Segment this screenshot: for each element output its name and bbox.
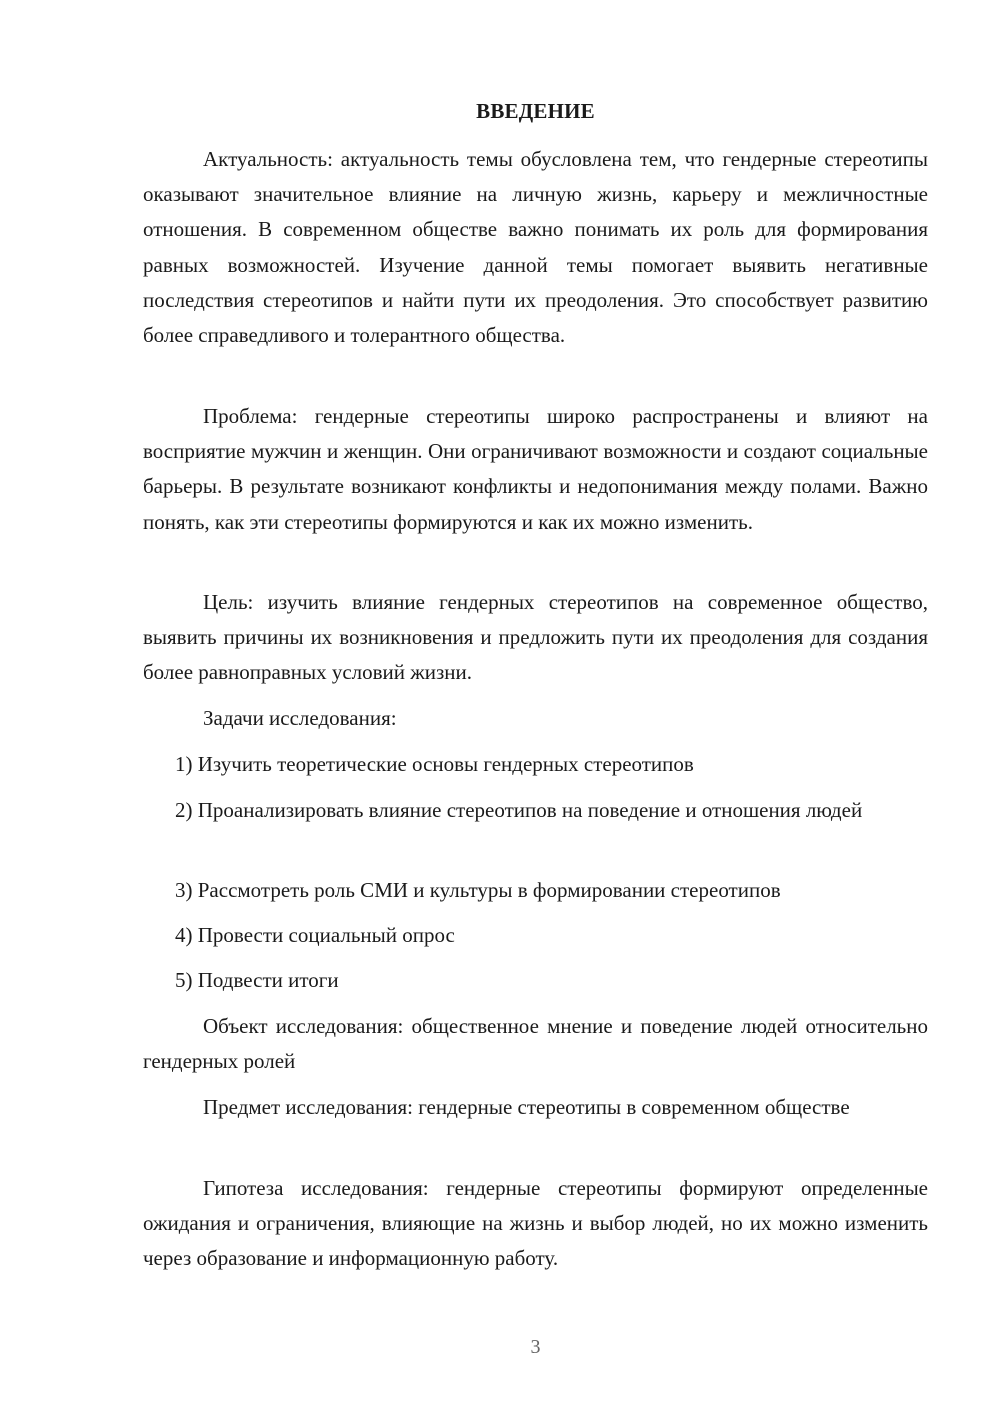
paragraph-subject: Предмет исследования: гендерные стереотипы в современном обществе (203, 1095, 850, 1119)
paragraph-hypothesis: Гипотеза исследования: гендерные стереотипы формируют определенные ожидания и ограничения, влияющие на жизнь и выбор людей, но их можно изменить через образование и информационную работу. (143, 1176, 928, 1271)
task-item-2: 2) Проанализировать влияние стереотипов на поведение и отношения людей (175, 798, 863, 822)
paragraph-relevance: Актуальность: актуальность темы обусловлена тем, что гендерные стереотипы оказывают значительное влияние на личную жизнь, карьеру и межличностные отношения. В современном обществе важно понимать их роль для формирования равных возможностей. Изучение данной темы помогает выявить негативные последствия стереотипов и найти пути их преодоления. Это способствует развитию более справедливого и толерантного общества. (143, 147, 928, 348)
task-item-1: 1) Изучить теоретические основы гендерных стереотипов (175, 752, 694, 776)
document-page (143, 0, 928, 1414)
page-number: 3 (530, 1336, 541, 1358)
paragraph-tasks-heading: Задачи исследования: (203, 706, 397, 730)
task-item-5: 5) Подвести итоги (175, 968, 339, 992)
paragraph-object: Объект исследования: общественное мнение и поведение людей относительно гендерных ролей (143, 1014, 928, 1074)
task-item-3: 3) Рассмотреть роль СМИ и культуры в формировании стереотипов (175, 878, 781, 902)
task-item-4: 4) Провести социальный опрос (175, 923, 455, 947)
page-title: ВВЕДЕНИЕ (476, 99, 595, 123)
paragraph-problem: Проблема: гендерные стереотипы широко распространены и влияют на восприятие мужчин и женщин. Они ограничивают возможности и создают социальные барьеры. В результате возникают конфликты и недопонимания между полами. Важно понять, как эти стереотипы формируются и как их можно изменить. (143, 404, 928, 534)
paragraph-goal: Цель: изучить влияние гендерных стереотипов на современное общество, выявить причины их возникновения и предложить пути их преодоления для создания более равноправных условий жизни. (143, 590, 928, 685)
